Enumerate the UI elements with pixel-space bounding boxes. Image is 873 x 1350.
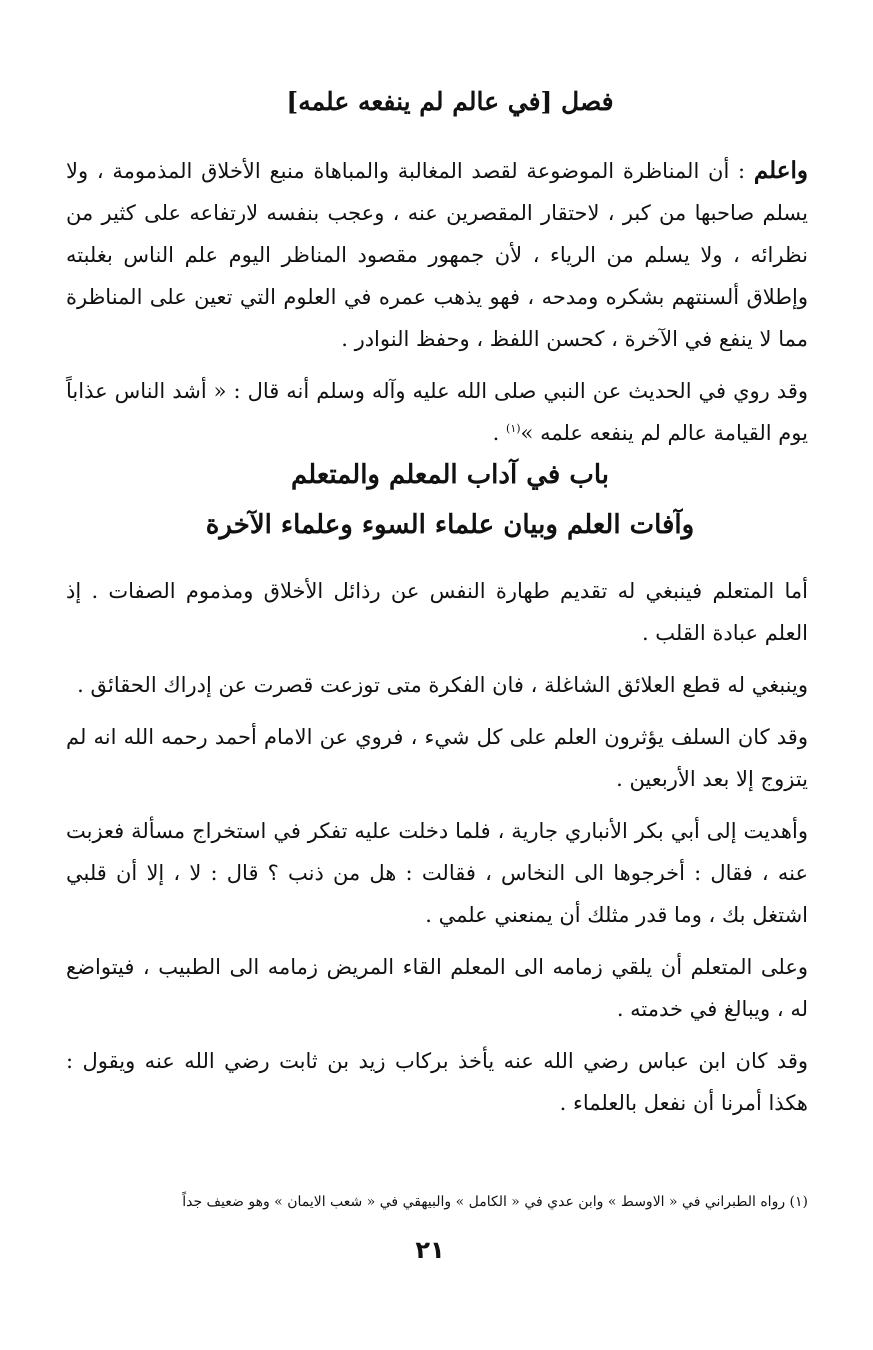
- paragraph: [66, 150, 808, 360]
- section-body: [66, 150, 808, 454]
- paragraph: [66, 370, 808, 454]
- chapter-title-line-2: وآفات العلم وبيان علماء السوء وعلماء الآخرة: [205, 510, 695, 540]
- footnote: (١) رواه الطبراني في « الاوسط » وابن عدي في « الكامل » والبيهقي في « شعب الايمان » وهو ضعيف جداً: [182, 1194, 808, 1210]
- paragraph: وقد كان السلف يؤثرون العلم على كل شيء ، فروي عن الامام أحمد رحمه الله انه لم يتزوج إلا بعد الأربعين .: [66, 725, 808, 791]
- page-number: ٢١: [415, 1236, 445, 1264]
- paragraph: وينبغي له قطع العلائق الشاغلة ، فان الفكرة متى توزعت قصرت عن إدراك الحقائق .: [77, 673, 808, 697]
- paragraph: وعلى المتعلم أن يلقي زمامه الى المعلم القاء المريض زمامه الى الطبيب ، فيتواضع له ، ويبالغ في خدمته .: [66, 955, 808, 1021]
- paragraph-lead-word: واعلم: [753, 157, 808, 184]
- paragraph-text: وقد روي في الحديث عن النبي صلى الله عليه وآله وسلم أنه قال : « أشد الناس عذاباً يوم القيامة عالم لم ينفعه علمه »: [66, 379, 808, 445]
- paragraph-end: .: [492, 421, 507, 445]
- paragraph: أما المتعلم فينبغي له تقديم طهارة النفس عن رذائل الأخلاق ومذموم الصفات . إذ العلم عبادة القلب .: [66, 579, 808, 645]
- chapter-body: [66, 570, 808, 1124]
- chapter-title-line-1: باب في آداب المعلم والمتعلم: [290, 460, 610, 490]
- paragraph-text: : أن المناظرة الموضوعة لقصد المغالبة والمباهاة منبع الأخلاق المذمومة ، ولا يسلم صاحبها من كبر ، لاحتقار المقصرين عنه ، وعجب بنفسه لارتفاعه على كثير من نظرائه ، ولا يسلم من الرياء ، لأن جمهور مقصود المناظر اليوم علم الناس بغلبته وإطلاق ألسنتهم بشكره ومدحه ، فهو يذهب عمره في العلوم التي تعين على المناظرة مما لا ينفع في الآخرة ، كحسن اللفظ ، وحفظ النوادر .: [66, 159, 808, 351]
- footnote-reference: (١): [506, 422, 521, 435]
- paragraph: وأهديت إلى أبي بكر الأنباري جارية ، فلما دخلت عليه تفكر في استخراج مسألة فعزبت عنه ، فقال : أخرجوها الى النخاس ، فقالت : هل من ذنب ؟ قال : لا ، إلا أن قلبي اشتغل بك ، وما قدر مثلك أن يمنعني علمي .: [66, 819, 808, 927]
- section-title: فصل [في عالم لم ينفعه علمه]: [286, 87, 614, 116]
- paragraph: وقد كان ابن عباس رضي الله عنه يأخذ بركاب زيد بن ثابت رضي الله عنه ويقول : هكذا أمرنا أن نفعل بالعلماء .: [66, 1049, 808, 1115]
